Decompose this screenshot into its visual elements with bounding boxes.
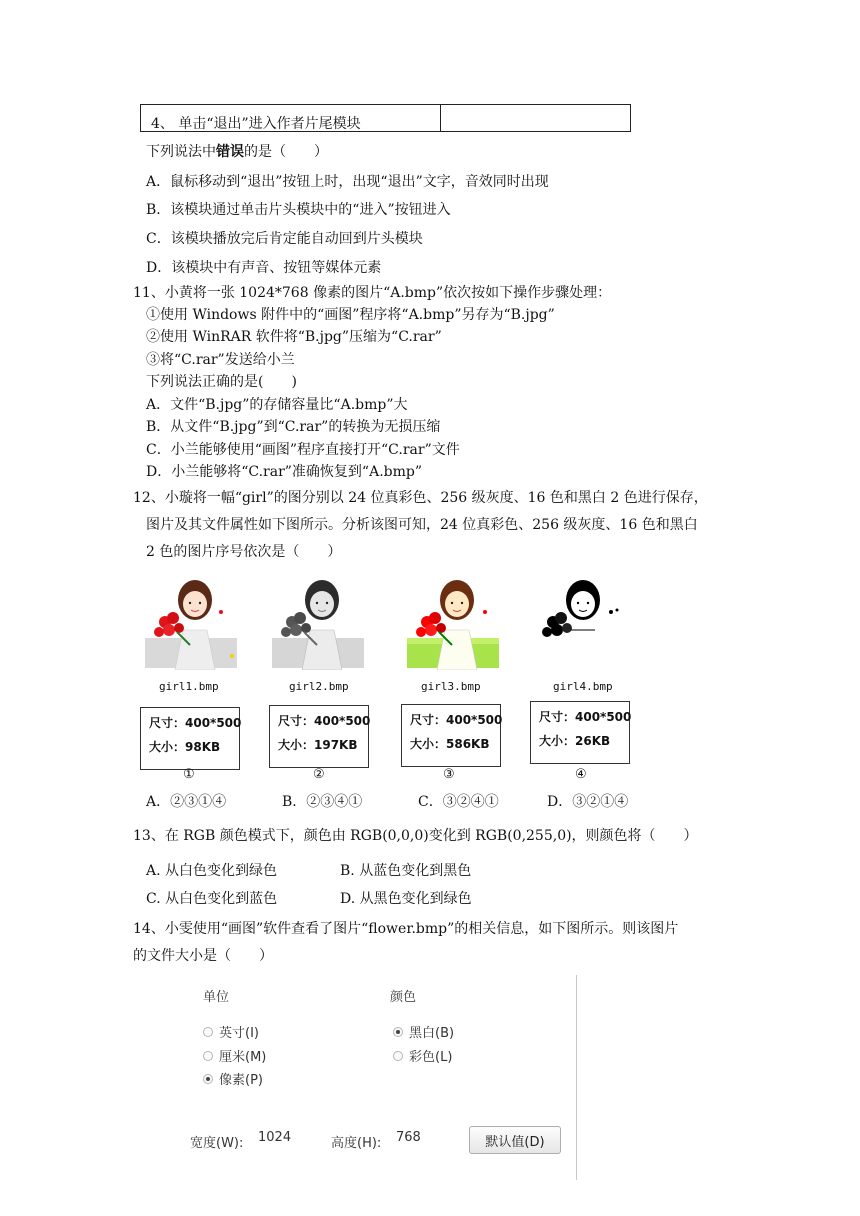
unit-radio-pixels[interactable]: 像素(P) bbox=[203, 1069, 263, 1088]
radio-dot-icon bbox=[393, 1051, 403, 1061]
width-label: 宽度(W): bbox=[190, 1136, 244, 1151]
girl3-image bbox=[407, 570, 507, 670]
q12-option-d: D．③②①④ bbox=[547, 794, 629, 810]
q12-stem-line3: 2 色的图片序号依次是（ ） bbox=[146, 544, 342, 560]
girl3-filename: girl3.bmp bbox=[421, 680, 481, 693]
q11-option-d: D．小兰能够将“C.rar”准确恢复到“A.bmp” bbox=[146, 464, 423, 480]
girl4-number: ④ bbox=[575, 767, 587, 782]
default-values-button[interactable]: 默认值(D) bbox=[469, 1126, 561, 1154]
girl1-filename: girl1.bmp bbox=[159, 680, 219, 693]
girl3-info-box: 尺寸：400*500 大小：586KB bbox=[401, 704, 501, 767]
radio-selected-icon bbox=[393, 1027, 403, 1037]
q12-stem-line1: 12、小璇将一幅“girl”的图分别以 24 位真彩色、256 级灰度、16 色和黑白 2 色进行保存， bbox=[133, 490, 708, 506]
radio-dot-icon bbox=[203, 1027, 213, 1037]
table-step-cell: 4、 单击“退出”进入作者片尾模块 bbox=[151, 116, 361, 132]
unit-radio-cm[interactable]: 厘米(M) bbox=[203, 1046, 266, 1065]
girl3-number: ③ bbox=[443, 767, 455, 782]
table-divider bbox=[440, 105, 441, 131]
color-radio-color[interactable]: 彩色(L) bbox=[393, 1046, 452, 1065]
q10-option-d: D．该模块中有声音、按钮等媒体元素 bbox=[146, 260, 382, 276]
q11-option-a: A．文件“B.jpg”的存储容量比“A.bmp”大 bbox=[146, 397, 408, 413]
girl2-number: ② bbox=[313, 767, 325, 782]
q11-question: 下列说法正确的是( ) bbox=[146, 374, 297, 390]
q10-stem: 下列说法中错误的是（ ） bbox=[146, 144, 328, 160]
girl2-info-box: 尺寸：400*500 大小：197KB bbox=[269, 705, 369, 768]
girl4-image bbox=[533, 570, 633, 670]
answer-table-row bbox=[140, 104, 631, 132]
width-input[interactable]: 1024 bbox=[258, 1130, 292, 1145]
girl2-image bbox=[272, 570, 372, 670]
q13-option-a: A. 从白色变化到绿色 bbox=[146, 863, 278, 879]
emphasis-wrong: 错误 bbox=[216, 144, 244, 160]
radio-dot-icon bbox=[203, 1051, 213, 1061]
q13-option-d: D. 从黑色变化到绿色 bbox=[340, 891, 472, 907]
height-input[interactable]: 768 bbox=[396, 1130, 421, 1145]
color-heading: 颜色 bbox=[390, 990, 417, 1005]
girl2-filename: girl2.bmp bbox=[289, 680, 349, 693]
unit-radio-inches[interactable]: 英寸(I) bbox=[203, 1022, 259, 1041]
q10-option-a: A．鼠标移动到“退出”按钮上时，出现“退出”文字，音效同时出现 bbox=[146, 174, 549, 190]
girl1-image bbox=[145, 570, 245, 670]
q13-option-c: C. 从白色变化到蓝色 bbox=[146, 891, 278, 907]
q11-stem: 11、小黄将一张 1024*768 像素的图片“A.bmp”依次按如下操作步骤处理： bbox=[133, 285, 612, 301]
q12-option-c: C．③②④① bbox=[418, 794, 499, 810]
q11-step-3: ③将“C.rar”发送给小兰 bbox=[146, 352, 295, 368]
image-attributes-dialog bbox=[180, 975, 580, 1180]
q11-option-b: B．从文件“B.jpg”到“C.rar”的转换为无损压缩 bbox=[146, 419, 441, 435]
q11-step-1: ①使用 Windows 附件中的“画图”程序将“A.bmp”另存为“B.jpg” bbox=[146, 307, 555, 323]
q10-option-c: C．该模块播放完后肯定能自动回到片头模块 bbox=[146, 231, 423, 247]
unit-heading: 单位 bbox=[203, 990, 230, 1005]
q11-step-2: ②使用 WinRAR 软件将“B.jpg”压缩为“C.rar” bbox=[146, 329, 442, 345]
height-label: 高度(H): bbox=[331, 1136, 382, 1151]
girl4-info-box: 尺寸：400*500 大小：26KB bbox=[530, 701, 630, 764]
radio-selected-icon bbox=[203, 1074, 213, 1084]
q10-option-b: B．该模块通过单击片头模块中的“进入”按钮进入 bbox=[146, 202, 451, 218]
q14-stem-line2: 的文件大小是（ ） bbox=[133, 948, 273, 964]
girl1-number: ① bbox=[183, 767, 195, 782]
dialog-edge bbox=[576, 975, 577, 1180]
q13-stem: 13、在 RGB 颜色模式下，颜色由 RGB(0,0,0)变化到 RGB(0,255,0)，则颜色将（ ） bbox=[133, 828, 698, 844]
color-radio-bw[interactable]: 黑白(B) bbox=[393, 1022, 454, 1041]
girl1-info-box: 尺寸：400*500 大小：98KB bbox=[140, 707, 240, 770]
q12-stem-line2: 图片及其文件属性如下图所示。分析该图可知，24 位真彩色、256 级灰度、16 色和黑白 bbox=[146, 517, 698, 533]
q11-option-c: C．小兰能够使用“画图”程序直接打开“C.rar”文件 bbox=[146, 442, 460, 458]
q14-stem-line1: 14、小雯使用“画图”软件查看了图片“flower.bmp”的相关信息，如下图所示。则该图片 bbox=[133, 921, 679, 937]
q12-option-b: B．②③④① bbox=[282, 794, 363, 810]
girl4-filename: girl4.bmp bbox=[553, 680, 613, 693]
q13-option-b: B. 从蓝色变化到黑色 bbox=[340, 863, 472, 879]
q12-option-a: A．②③①④ bbox=[146, 794, 227, 810]
